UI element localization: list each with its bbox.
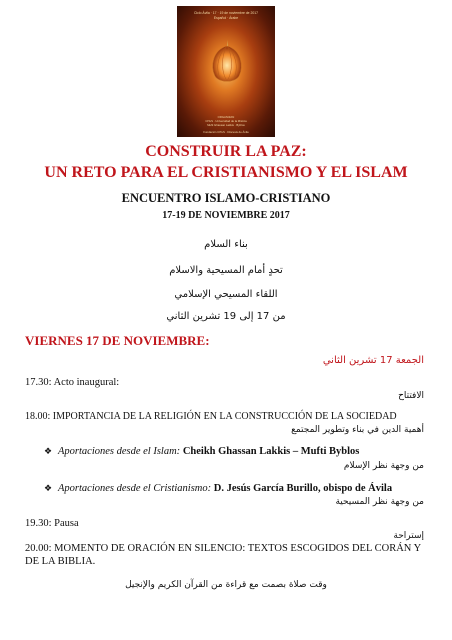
lantern-icon — [207, 36, 247, 86]
bullet-islam-arabic: من وجهة نظر الإسلام — [343, 461, 424, 471]
arabic-title-3: اللقاء المسيحي الإسلامي — [174, 289, 278, 300]
bullet-cristianismo-arabic: من وجهة نظر المسيحية — [335, 497, 424, 507]
pausa: 19.30: Pausa — [25, 518, 79, 529]
bullet-islam — [44, 446, 360, 457]
session-oracion-arabic: وقت صلاة بصمت مع قراءة من القرآن الكريم والإنجيل — [125, 580, 327, 590]
bullet-islam-label: Aportaciones desde el Islam: — [58, 446, 181, 457]
session-importancia: 18.00: IMPORTANCIA DE LA RELIGIÓN EN LA CONSTRUCCIÓN DE LA SOCIEDAD — [25, 411, 397, 422]
arabic-title-2: تحدٍ أمام المسيحية والاسلام — [169, 265, 283, 276]
bullet-cristianismo-label: Aportaciones desde el Cristianismo: — [58, 483, 212, 494]
bullet-marker-icon: ❖ — [44, 446, 53, 456]
title-line-2: UN RETO PARA EL CRISTIANISMO Y EL ISLAM — [44, 164, 408, 181]
acto-inaugural: 17.30: Acto inaugural: — [25, 377, 120, 388]
poster-organizers: ORGANIZAN CITeS · Universidad de la Mística Mufti Ghassan Lakkis · Byblos — [205, 115, 247, 127]
title-line-1: CONSTRUIR LA PAZ: — [145, 143, 307, 160]
day-heading-arabic: الجمعة 17 تشرين الثاني — [322, 355, 424, 366]
poster-header: Ciclo Ávila · 17 · 19 de noviembre de 2017 Español · Árabe — [193, 11, 259, 20]
subtitle: ENCUENTRO ISLAMO-CRISTIANO — [121, 191, 331, 205]
acto-inaugural-arabic: الافتتاح — [398, 391, 424, 401]
day-heading: VIERNES 17 DE NOVIEMBRE: — [25, 333, 210, 348]
arabic-title-1: بناء السلام — [204, 239, 248, 250]
bullet-cristianismo — [44, 483, 393, 494]
event-dates: 17-19 DE NOVIEMBRE 2017 — [162, 210, 290, 221]
session-importancia-arabic: أهمية الدين في بناء وتطوير المجتمع — [291, 425, 424, 435]
bullet-marker-icon: ❖ — [44, 483, 53, 493]
poster-footer: Fundación CITeS · Diócesis de Ávila — [203, 130, 249, 134]
arabic-dates: من 17 إلى 19 تشرين الثاني — [166, 311, 286, 322]
pausa-arabic: إستراحة — [393, 531, 424, 541]
bullet-islam-speaker: Cheikh Ghassan Lakkis – Mufti Byblos — [182, 446, 360, 457]
bullet-cristianismo-speaker: D. Jesús García Burillo, obispo de Ávila — [213, 483, 393, 494]
event-poster-image — [177, 6, 275, 137]
session-oracion: 20.00: MOMENTO DE ORACIÓN EN SILENCIO: TEXTOS ESCOGIDOS DEL CORÁN Y DE LA BIBLIA. — [25, 543, 421, 567]
